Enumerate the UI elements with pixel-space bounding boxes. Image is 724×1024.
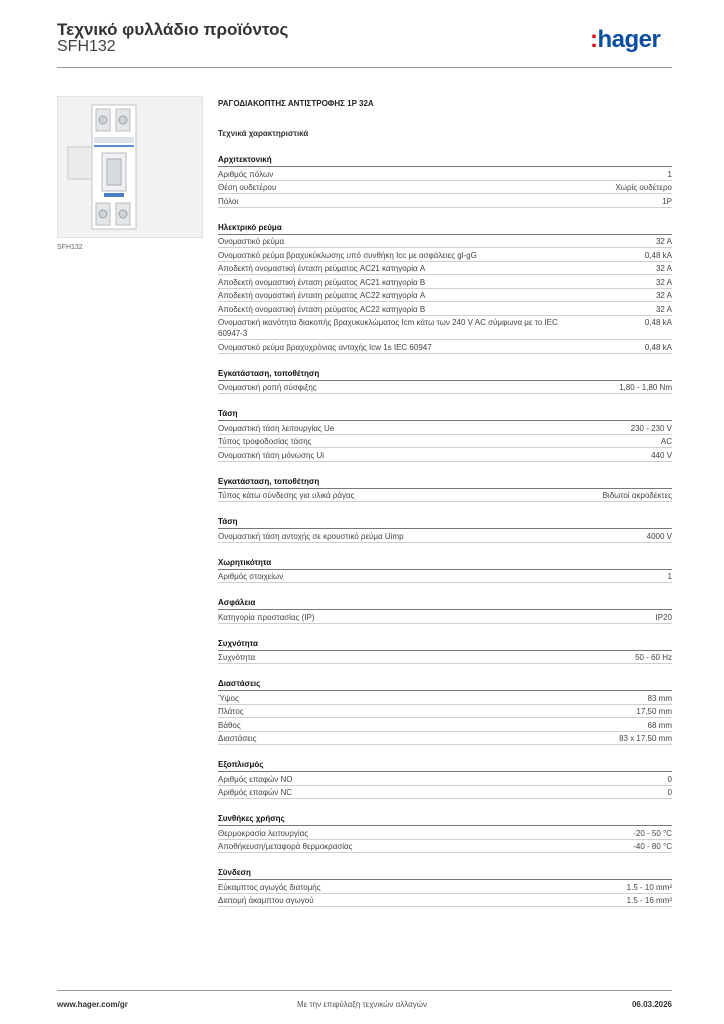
spec-row	[218, 167, 672, 181]
spec-label: Αριθμός επαφών NO	[218, 774, 293, 784]
spec-label: Ονομαστική ικανότητα διακοπής βραχυκυκλώματος Icm κάτω των 240 V AC σύμφωνα με το IEC 60947-3	[218, 318, 558, 338]
spec-row	[218, 340, 672, 354]
spec-value: 32 A	[655, 237, 672, 246]
spec-value: 32 A	[655, 264, 672, 273]
section-title: Τεχνικά χαρακτηριστικά	[218, 129, 309, 138]
spec-table	[218, 98, 672, 907]
spec-row	[218, 262, 672, 276]
spec-groups	[218, 154, 672, 907]
spec-row	[218, 529, 672, 543]
product-image	[57, 96, 203, 238]
spec-group-title: Εγκατάσταση, τοποθέτηση	[218, 368, 672, 381]
spec-value: -20 - 50 °C	[633, 828, 672, 838]
spec-value: 0	[667, 788, 672, 797]
spec-row	[218, 435, 672, 449]
spec-value: AC	[660, 437, 672, 446]
spec-row	[218, 194, 672, 208]
spec-value: 1	[667, 572, 672, 581]
spec-value: 0,48 kA	[644, 342, 672, 352]
spec-group-title: Διαστάσεις	[218, 678, 672, 691]
spec-label: Ονομαστικό ρεύμα βραχυχρόνιας αντοχής Icw 1s IEC 60947	[218, 342, 432, 352]
spec-row	[218, 880, 672, 894]
spec-value: 32 A	[655, 304, 672, 314]
spec-label: Κατηγορία προστασίας (IP)	[218, 612, 315, 622]
spec-row	[218, 289, 672, 303]
spec-row	[218, 732, 672, 746]
spec-row	[218, 275, 672, 289]
page-title: Τεχνικό φυλλάδιο προϊόντος	[57, 20, 289, 39]
footer-website-link[interactable]: www.hager.com/gr	[57, 1000, 128, 1009]
footer-date: 06.03.2026	[631, 1000, 672, 1009]
product-image-caption: SFH132	[57, 244, 83, 251]
spec-label: Θερμοκρασία λειτουργίας	[218, 828, 309, 838]
spec-label: Αριθμός στοιχείων	[218, 572, 284, 581]
spec-value: 1,80 - 1,80 Nm	[619, 383, 672, 392]
spec-group-title: Αρχιτεκτονική	[218, 154, 672, 167]
spec-group-title: Ασφάλεια	[218, 597, 672, 610]
spec-label: Ονομαστική τάση αντοχής σε κρουστικό ρεύμα Uimp	[218, 531, 404, 541]
product-name: ΡΑΓΟΔΙΑΚΟΠΤΗΣ ΑΝΤΙΣΤΡΟΦΗΣ 1P 32A	[218, 99, 374, 108]
spec-group-title: Τάση	[218, 408, 672, 421]
spec-value: 0	[667, 774, 672, 784]
spec-label: Ονομαστικό ρεύμα	[218, 237, 285, 246]
spec-label: Αποθήκευση/μεταφορά θερμοκρασίας	[218, 842, 353, 851]
product-code: SFH132	[57, 38, 116, 55]
spec-row	[218, 570, 672, 584]
spec-row	[218, 181, 672, 195]
spec-label: Ονομαστική τάση λειτουργίας Ue	[218, 423, 335, 433]
spec-value: 83 mm	[647, 693, 672, 703]
hager-logo: :hager	[590, 26, 661, 53]
spec-label: Διαστάσεις	[218, 734, 257, 743]
spec-label: Αποδεκτή ονομαστική ένταση ρεύματος AC21 κατηγορία B	[218, 277, 426, 287]
spec-label: Αριθμός πόλων	[218, 169, 274, 179]
spec-value: 1.5 - 10 mm²	[626, 882, 672, 892]
spec-value: 230 - 230 V	[630, 423, 672, 433]
spec-row	[218, 489, 672, 503]
spec-group-title: Εξοπλισμός	[218, 759, 672, 772]
spec-row	[218, 381, 672, 395]
spec-label: Ονομαστική τάση μόνωσης Ui	[218, 450, 325, 460]
spec-label: Πόλοι	[218, 196, 239, 206]
spec-row	[218, 772, 672, 786]
spec-group-title: Χωρητικότητα	[218, 557, 672, 570]
spec-group-title: Συνθήκες χρήσης	[218, 813, 672, 826]
footer-divider	[57, 990, 672, 991]
header-divider	[57, 67, 672, 68]
spec-label: Βάθος	[218, 720, 241, 730]
spec-value: 0,48 kA	[644, 318, 672, 327]
spec-value: 440 V	[651, 450, 672, 460]
spec-value: Βιδωτοί ακροδέκτες	[602, 491, 672, 500]
spec-group-title: Ηλεκτρικό ρεύμα	[218, 222, 672, 235]
spec-row	[218, 651, 672, 665]
spec-row	[218, 421, 672, 435]
spec-label: Ονομαστική ροπή σύσφιξης	[218, 383, 317, 392]
spec-row	[218, 610, 672, 624]
spec-row	[218, 840, 672, 854]
spec-group-title: Εγκατάσταση, τοποθέτηση	[218, 476, 672, 489]
spec-row	[218, 786, 672, 800]
spec-value: 50 - 60 Hz	[635, 653, 672, 662]
spec-label: Αποδεκτή ονομαστική ένταση ρεύματος AC22 κατηγορία B	[218, 304, 426, 314]
spec-value: 32 A	[655, 291, 672, 300]
spec-row	[218, 705, 672, 719]
spec-group-title: Τάση	[218, 516, 672, 529]
spec-value: 17,50 mm	[636, 707, 672, 716]
spec-value: 83 x 17.50 mm	[619, 734, 672, 743]
spec-value: 0,48 kA	[644, 250, 672, 260]
spec-label: Αριθμός επαφών NC	[218, 788, 293, 797]
spec-value: IP20	[655, 612, 672, 622]
spec-row	[218, 302, 672, 316]
spec-label: Ύψος	[218, 693, 239, 703]
spec-value: -40 - 80 °C	[633, 842, 672, 851]
spec-row	[218, 448, 672, 462]
spec-row	[218, 894, 672, 908]
spec-value: Χωρίς ουδέτερο	[615, 183, 672, 192]
spec-label: Τύπος τροφοδοσίας τάσης	[218, 437, 312, 446]
spec-value: 1	[667, 169, 672, 179]
spec-label: Αποδεκτή ονομαστική ένταση ρεύματος AC21 κατηγορία A	[218, 264, 426, 273]
spec-value: 1.5 - 16 mm²	[626, 896, 672, 905]
spec-row	[218, 248, 672, 262]
spec-value: 68 mm	[647, 720, 672, 730]
spec-label: Θέση ουδετέρου	[218, 183, 277, 192]
spec-row	[218, 691, 672, 705]
spec-row	[218, 718, 672, 732]
spec-group-title: Συχνότητα	[218, 638, 672, 651]
spec-label: Αποδεκτή ονομαστική ένταση ρεύματος AC22 κατηγορία A	[218, 291, 426, 300]
spec-row	[218, 826, 672, 840]
spec-row	[218, 235, 672, 249]
spec-label: Εύκαμπτος αγωγός διατομής	[218, 882, 321, 892]
spec-value: 1P	[662, 196, 672, 206]
spec-value: 4000 V	[646, 531, 672, 541]
spec-label: Διατομή άκαμπτου αγωγού	[218, 896, 314, 905]
spec-group-title: Σύνδεση	[218, 867, 672, 880]
spec-value: 32 A	[655, 277, 672, 287]
spec-label: Ονομαστικό ρεύμα βραχυκύκλωσης υπό συνθήκη Icc με ασφάλειες gl-gG	[218, 250, 477, 260]
footer-note: Με την επιφύλαξη τεχνικών αλλαγών	[297, 1000, 427, 1009]
spec-label: Πλάτος	[218, 707, 244, 716]
spec-label: Τύπος κάτω σύνδεσης για υλικά ράγας	[218, 491, 355, 500]
spec-row	[218, 316, 672, 341]
spec-label: Συχνότητα	[218, 653, 256, 662]
